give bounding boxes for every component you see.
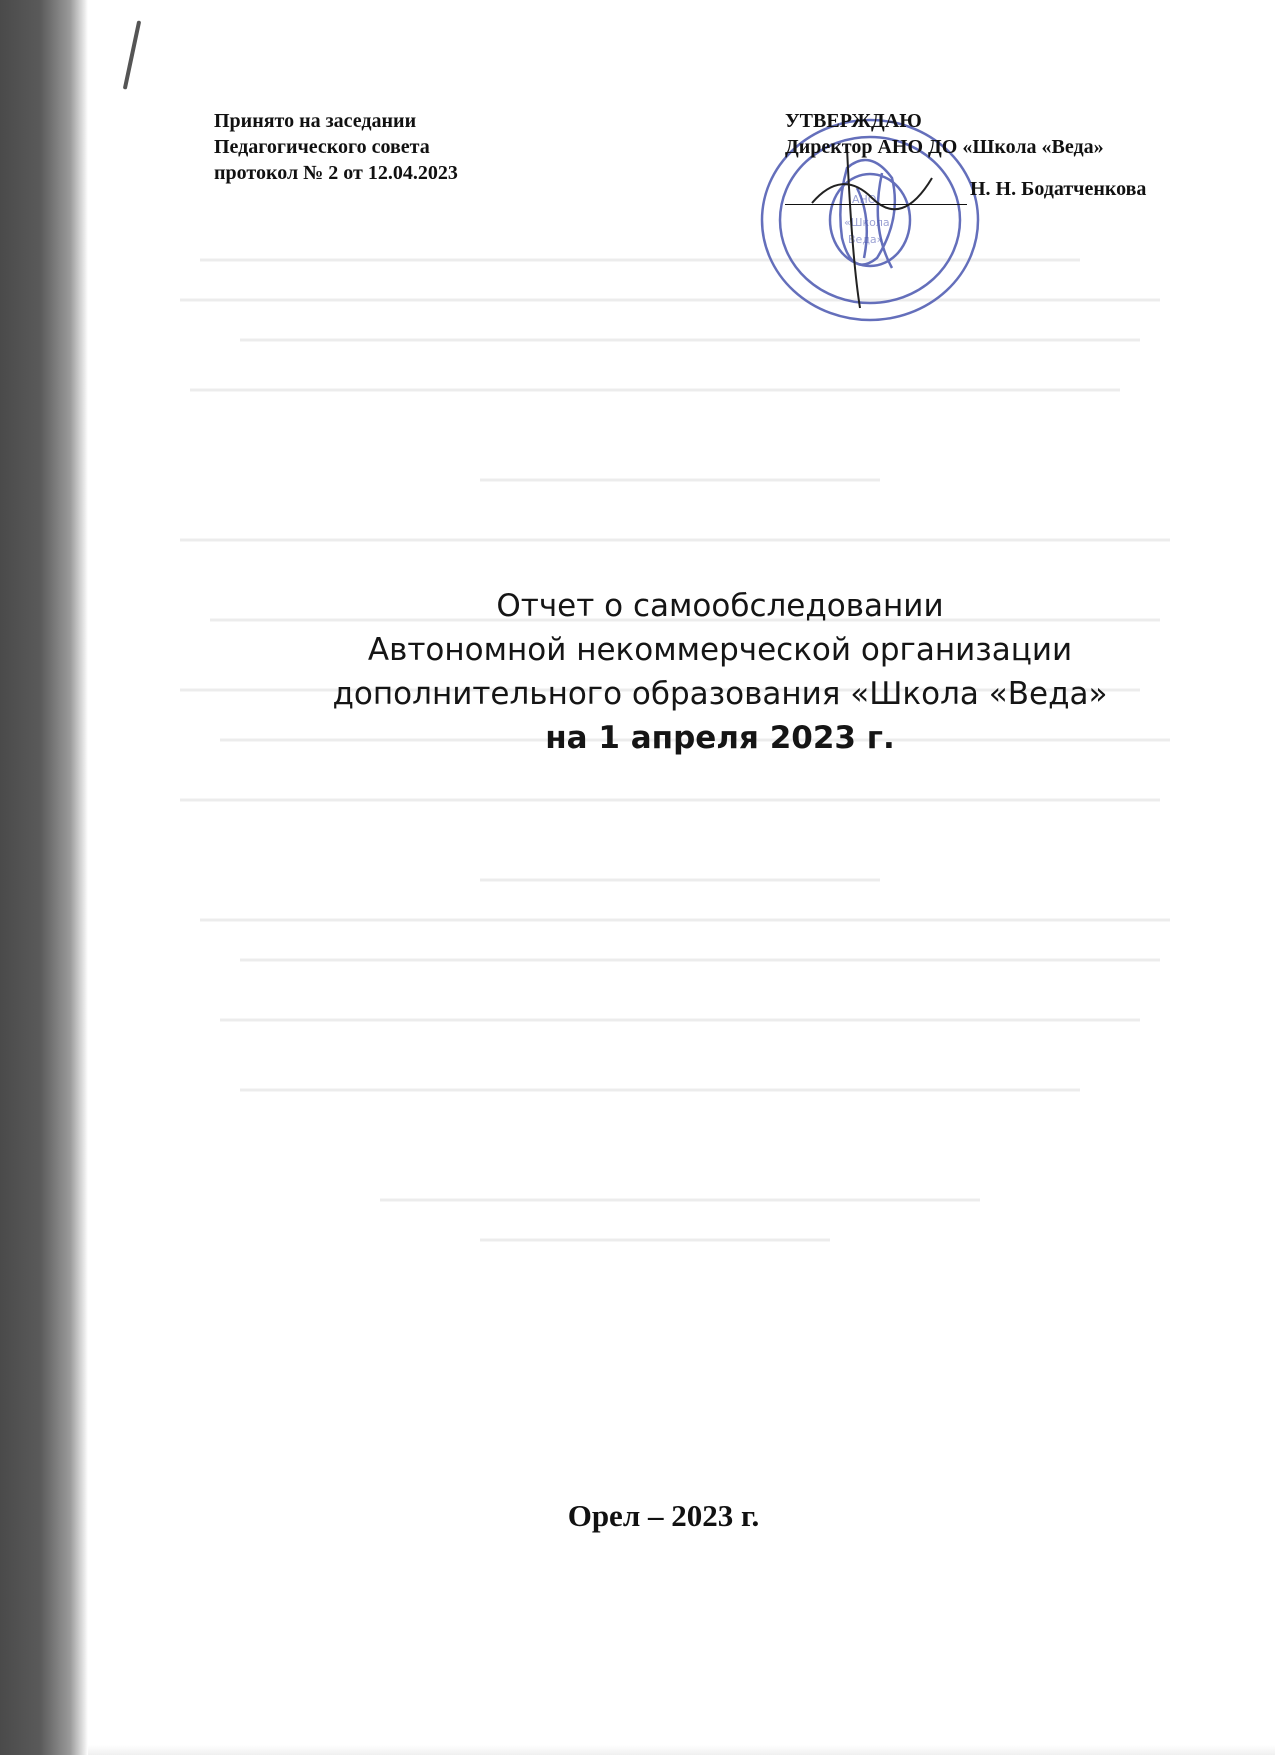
- approve-block: [785, 108, 1104, 160]
- title-line-1: Отчет о самообследовании: [496, 588, 944, 624]
- svg-text:«Школа: «Школа: [844, 216, 890, 229]
- city-year: Орел – 2023 г.: [567, 1498, 760, 1533]
- scan-edge-bottom: [88, 1745, 1275, 1755]
- director-position: Директор АНО ДО «Школа «Веда»: [785, 136, 1104, 158]
- svg-text:АНО: АНО: [852, 193, 877, 206]
- title-line-3: дополнительного образования «Школа «Веда»: [332, 676, 1108, 712]
- signature-line: [785, 204, 967, 205]
- report-title: [270, 584, 1170, 760]
- title-line-4: на 1 апреля 2023 г.: [545, 720, 895, 756]
- approval-line-3: протокол № 2 от 12.04.2023: [214, 162, 458, 184]
- staple-mark: [123, 20, 141, 89]
- approval-line-2: Педагогического совета: [214, 136, 430, 158]
- scan-edge: [0, 0, 88, 1755]
- bleed-through-texture: [180, 240, 1180, 1340]
- approval-line-1: Принято на заседании: [214, 110, 417, 132]
- svg-text:Веда»: Веда»: [848, 233, 884, 246]
- approve-heading: УТВЕРЖДАЮ: [785, 110, 922, 132]
- approval-block: [214, 108, 458, 186]
- title-line-2: Автономной некоммерческой организации: [367, 632, 1073, 668]
- director-name: Н. Н. Бодатченкова: [970, 178, 1147, 200]
